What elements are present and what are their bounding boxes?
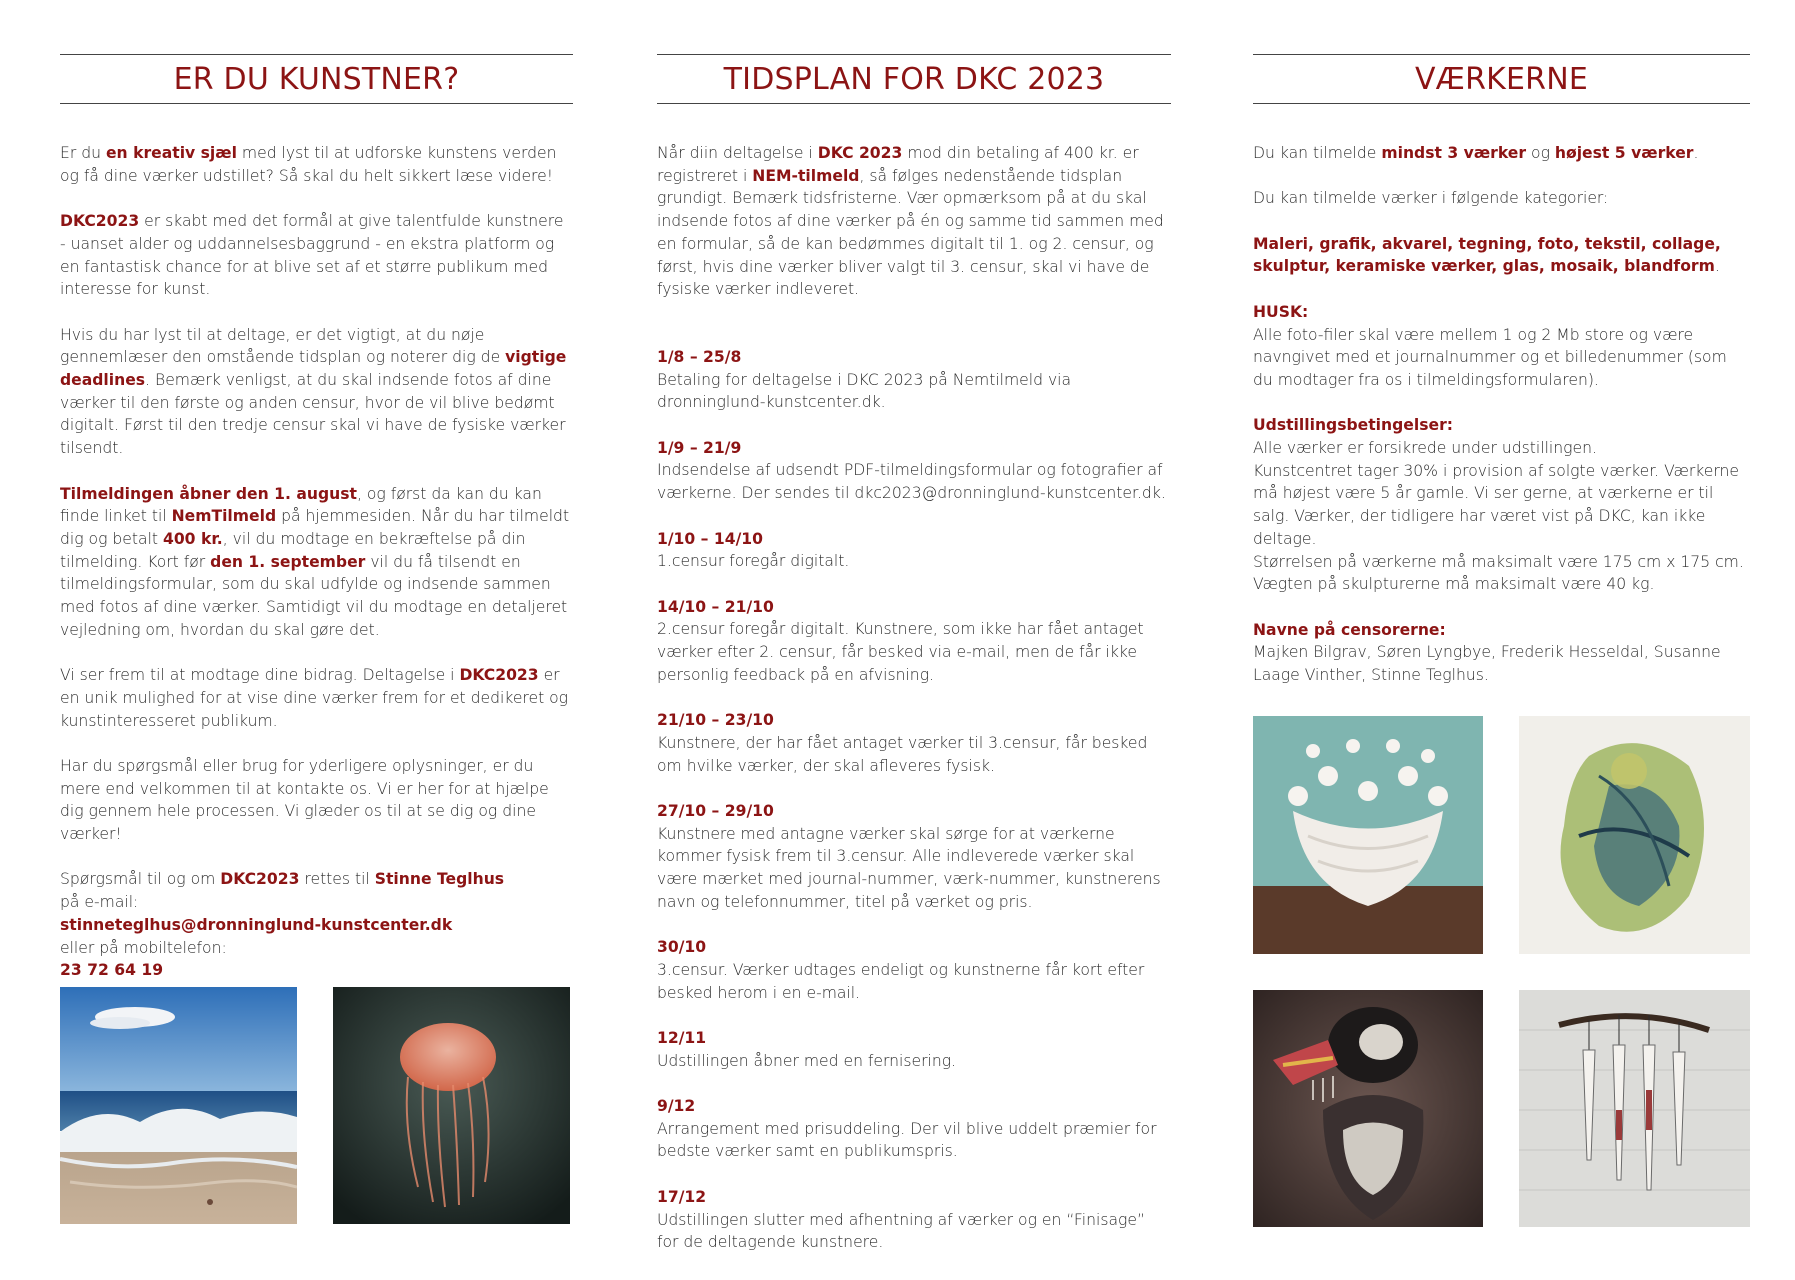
schedule-date: 1/9 – 21/9 — [657, 438, 742, 457]
heading-rule-box — [60, 54, 573, 104]
section-heading: ER DU KUNSTNER? — [173, 61, 460, 97]
schedule-item — [657, 1095, 1171, 1163]
schedule-text: Betaling for deltagelse i DKC 2023 på Nemtilmeld via dronninglund-kunstcenter.dk. — [657, 370, 1072, 412]
categories: Maleri, grafik, akvarel, tegning, foto, tekstil, collage, skulptur, keramiske værker, glas, mosaik, blandform. — [1253, 234, 1721, 276]
schedule-date: 1/10 – 14/10 — [657, 529, 763, 548]
schedule-date: 30/10 — [657, 938, 707, 957]
heading-rule-box — [1253, 54, 1750, 104]
schedule-item — [657, 709, 1171, 777]
husk-block: HUSK: Alle foto-filer skal være mellem 1 og 2 Mb store og være navngivet med et journalnummer og et billedenummer (som du modtager fra os i tilmeldingsformularen). — [1253, 302, 1727, 389]
paragraph: Du kan tilmelde mindst 3 værker og højest 5 værker. — [1253, 144, 1699, 162]
conditions-block: Udstillingsbetingelser: Alle værker er forsikrede under udstillingen. Kunstcentret tager 30% i provision af solgte værker. Værkerne må højest være 5 år gamle. Vi ser gerne, at værkerne er til salg. Værker, der tidligere har været vist på DKC, kan ikke deltage. Størrelsen på værkerne må maksimalt være 175 cm x 175 cm. Vægten på skulpturerne må maksimalt være 40 kg. — [1253, 416, 1744, 594]
schedule-date: 21/10 – 23/10 — [657, 711, 774, 730]
seascape-painting-image — [60, 987, 297, 1224]
ceramic-bowl-image — [1253, 716, 1483, 954]
column-artist — [60, 54, 573, 1005]
schedule-text: Kunstnere, der har fået antaget værker til 3.censur, får besked om hvilke værker, der skal afleveres fysisk. — [657, 733, 1148, 775]
schedule-item — [657, 1186, 1171, 1254]
schedule-item — [657, 800, 1171, 914]
heading-rule-box — [657, 54, 1171, 104]
schedule-date: 9/12 — [657, 1097, 696, 1115]
censors-block: Navne på censorerne: Majken Bilgrav, Søren Lyngbye, Frederik Hesseldal, Susanne Laage Vinther, Stinne Teglhus. — [1253, 620, 1721, 685]
phone-label: eller på mobiltelefon: — [60, 938, 227, 957]
paragraph: Hvis du har lyst til at deltage, er det vigtigt, at du nøje gennemlæser den omstående tidsplan og noterer dig de vigtige deadlines. Bemærk venligst, at du skal indsende fotos af dine værker til den første og anden censur, hvor de vil blive bedømt digitalt. Først til den tredje censur skal vi have de fysiske værker tilsendt. — [60, 325, 567, 458]
puffin-sculpture-image — [1253, 990, 1483, 1227]
email-link[interactable]: stinneteglhus@dronninglund-kunstcenter.dk — [60, 915, 453, 934]
schedule-text: Udstillingen slutter med afhentning af værker og en “Finisage” for de deltagende kunstnere. — [657, 1210, 1146, 1252]
paragraph: Vi ser frem til at modtage dine bidrag. Deltagelse i DKC2023 er en unik mulighed for at vise dine værker frem for et dedikeret og kunstinteresseret publikum. — [60, 666, 569, 730]
schedule-item — [657, 346, 1171, 414]
column-body — [60, 142, 573, 982]
hanging-sculpture-image — [1519, 990, 1750, 1227]
schedule-date: 14/10 – 21/10 — [657, 597, 774, 616]
section-heading: VÆRKERNE — [1414, 61, 1589, 97]
schedule-intro: Når diin deltagelse i DKC 2023 mod din betaling af 400 kr. er registreret i NEM-tilmeld, så følges nedenstående tidsplan grundigt. Bemærk tidsfristerne. Vær opmærksom på at du skal indsende fotos af dine værker på én og samme tid sammen med en formular, så de kan bedømmes digitalt til 1. og 2. censur, og først, hvis dine værker bliver valgt til 3. censur, skal vi have de fysiske værker indleveret. — [657, 144, 1164, 299]
schedule-date: 12/11 — [657, 1028, 707, 1047]
embrace-painting-image — [1519, 716, 1750, 954]
email-label: på e-mail: — [60, 893, 139, 912]
contact-block: Spørgsmål til og om DKC2023 rettes til Stinne Teglhus på e-mail: stinneteglhus@dronninglund-kunstcenter.dk eller på mobiltelefon: 23 72 64 19 — [60, 868, 573, 982]
schedule-date: 17/12 — [657, 1187, 707, 1206]
section-heading: TIDSPLAN FOR DKC 2023 — [723, 61, 1105, 97]
column-body — [1253, 142, 1750, 687]
column-body — [657, 142, 1171, 1254]
column-schedule — [657, 54, 1171, 1277]
schedule-text: Indsendelse af udsendt PDF-tilmeldingsformular og fotografier af værkerne. Der sendes til dkc2023@dronninglund-kunstcenter.dk. — [657, 461, 1166, 503]
schedule-item — [657, 528, 1171, 573]
phone-number: 23 72 64 19 — [60, 961, 164, 980]
schedule-text: Arrangement med prisuddeling. Der vil blive uddelt præmier for bedste værker samt en publikumspris. — [657, 1119, 1157, 1161]
column-works — [1253, 54, 1750, 709]
paragraph: Du kan tilmelde værker i følgende kategorier: — [1253, 189, 1609, 208]
schedule-text: Kunstnere med antagne værker skal sørge for at værkerne kommer fysisk frem til 3.censur. Alle indleverede værker skal være mærket med journal-nummer, værk-nummer, kunstnerens navn og telefonnummer, titel på værket og pris. — [657, 824, 1161, 911]
paragraph: DKC2023 er skabt med det formål at give talentfulde kunstnere - uanset alder og uddannelsesbaggrund - en ekstra platform og en fantastisk chance for at blive set af et større publikum med interesse for kunst. — [60, 212, 564, 299]
schedule-text: Udstillingen åbner med en fernisering. — [657, 1051, 957, 1070]
schedule-item — [657, 936, 1171, 1004]
schedule-item — [657, 1027, 1171, 1072]
schedule-text: 2.censur foregår digitalt. Kunstnere, som ikke har fået antaget værker efter 2. censur, får besked via e-mail, men de får ikke personlig feedback på en afvisning. — [657, 620, 1144, 684]
schedule-item — [657, 596, 1171, 687]
schedule-date: 27/10 – 29/10 — [657, 801, 774, 820]
schedule-item — [657, 437, 1171, 505]
schedule-date: 1/8 – 25/8 — [657, 347, 742, 366]
schedule-text: 3.censur. Værker udtages endeligt og kunstnerne får kort efter besked herom i en e-mail. — [657, 960, 1145, 1002]
schedule-list — [657, 346, 1171, 1254]
paragraph: Tilmeldingen åbner den 1. august, og først da kan du kan finde linket til NemTilmeld på hjemmesiden. Når du har tilmeldt dig og betalt 400 kr., vil du modtage en bekræftelse på din tilmelding. Kort før den 1. september vil du få tilsendt en tilmeldingsformular, som du skal udfylde og indsende sammen med fotos af dine værker. Samtidigt vil du modtage en detaljeret vejledning om, hvordan du skal gøre det. — [60, 484, 570, 639]
paragraph: Har du spørgsmål eller brug for yderligere oplysninger, er du mere end velkommen til at kontakte os. Vi er her for at hjælpe dig gennem hele processen. Vi glæder os til at se dig og dine værker! — [60, 756, 549, 844]
jellyfish-photo-image — [333, 987, 570, 1224]
schedule-text: 1.censur foregår digitalt. — [657, 552, 850, 571]
paragraph: Er du en kreativ sjæl med lyst til at udforske kunstens verden og få dine værker udstillet? Så skal du helt sikkert læse videre! — [60, 144, 557, 185]
